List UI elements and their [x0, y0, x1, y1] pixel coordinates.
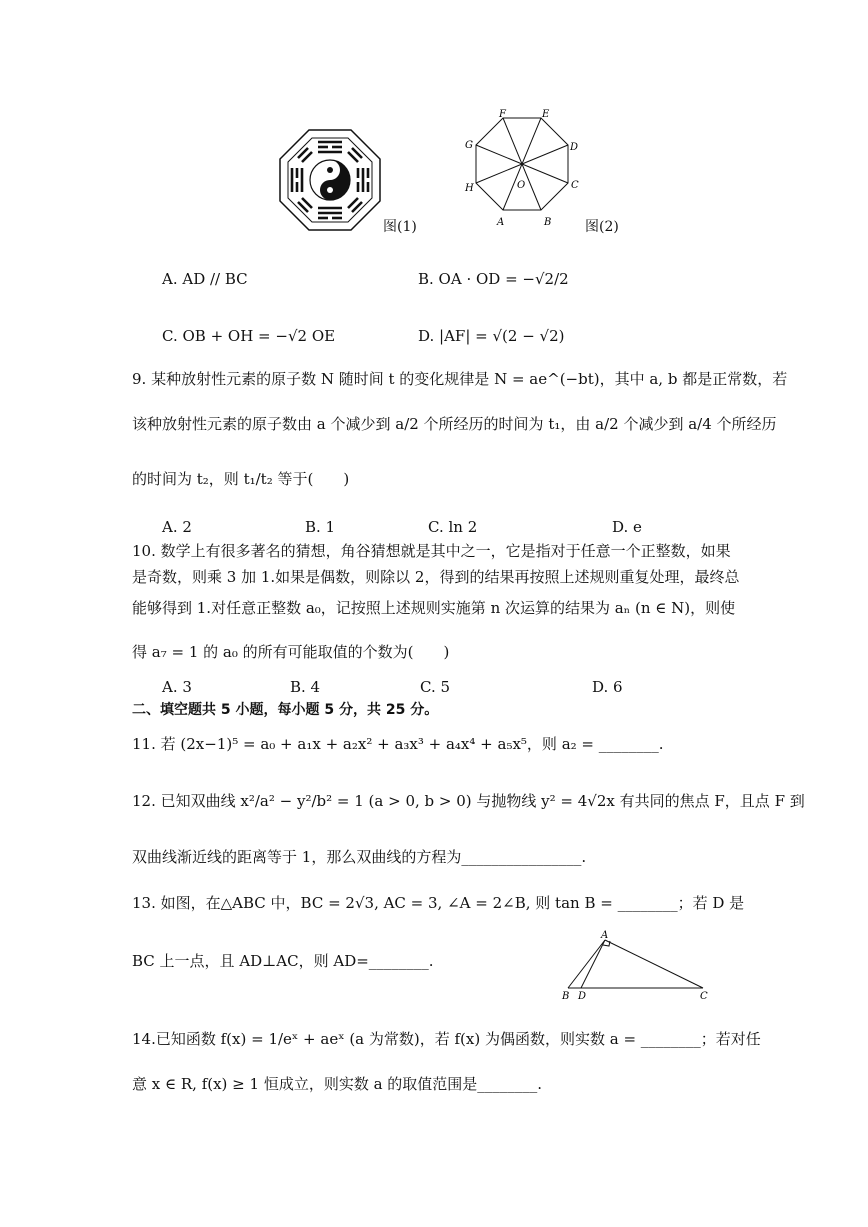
- label-b: B: [562, 991, 570, 1002]
- svg-text:H: H: [465, 183, 474, 194]
- svg-text:G: G: [465, 140, 473, 151]
- q10-line-2: 是奇数，则乘 3 加 1.如果是偶数，则除以 2，得到的结果再按照上述规则重复处理，最终总: [132, 568, 740, 586]
- svg-text:C: C: [571, 180, 579, 191]
- q12-line-2: 双曲线渐近线的距离等于 1，那么双曲线的方程为________________.: [132, 848, 587, 866]
- q9-option-c: C. ln 2: [428, 518, 478, 536]
- svg-text:F: F: [499, 109, 506, 120]
- q9-line-1: 9. 某种放射性元素的原子数 N 随时间 t 的变化规律是 N = ae^(−bt)，其中 a, b 都是正常数，若: [132, 370, 788, 388]
- svg-text:B: B: [544, 217, 552, 228]
- label-a: A: [601, 930, 609, 941]
- label-c: C: [700, 991, 708, 1002]
- svg-text:E: E: [542, 109, 550, 120]
- label-d: D: [578, 991, 587, 1002]
- q12-line-1: 12. 已知双曲线 x²/a² − y²/b² = 1 (a > 0, b > 0) 与抛物线 y² = 4√2x 有共同的焦点 F，且点 F 到: [132, 792, 805, 810]
- q8-option-b: B. OA · OD = −√2/2: [418, 270, 569, 288]
- figure1-caption: 图(1): [383, 219, 417, 235]
- q8-option-d: D. |AF| = √(2 − √2): [418, 327, 565, 345]
- q9-option-a: A. 2: [162, 518, 192, 536]
- q10-line-4: 得 a₇ = 1 的 a₀ 的所有可能取值的个数为( ): [132, 643, 450, 661]
- q10-option-c: C. 5: [420, 678, 451, 696]
- q10-option-b: B. 4: [290, 678, 321, 696]
- svg-text:D: D: [570, 142, 579, 153]
- q14-line-1: 14.已知函数 f(x) = 1/eˣ + aeˣ (a 为常数)，若 f(x) 为偶函数，则实数 a = ________；若对任: [132, 1030, 761, 1048]
- q13-line-1: 13. 如图，在△ABC 中，BC = 2√3, AC = 3, ∠A = 2∠B, 则 tan B = ________；若 D 是: [132, 894, 745, 912]
- q9-option-b: B. 1: [305, 518, 336, 536]
- figure2-caption: 图(2): [585, 219, 619, 235]
- svg-text:O: O: [517, 180, 526, 191]
- q9-line-2: 该种放射性元素的原子数由 a 个减少到 a/2 个所经历的时间为 t₁，由 a/2 个减少到 a/4 个所经历: [132, 415, 777, 433]
- q11-line: 11. 若 (2x−1)⁵ = a₀ + a₁x + a₂x² + a₃x³ + a₄x⁴ + a₅x⁵，则 a₂ = ________.: [132, 735, 664, 753]
- q13-line-2: BC 上一点，且 AD⊥AC，则 AD=________.: [132, 952, 434, 970]
- q10-line-3: 能够得到 1.对任意正整数 a₀，记按照上述规则实施第 n 次运算的结果为 aₙ (n ∈ N)，则使: [132, 599, 736, 617]
- triangle-figure: [556, 928, 716, 1002]
- q10-option-d: D. 6: [592, 678, 623, 696]
- q10-line-1: 10. 数学上有很多著名的猜想，角谷猜想就是其中之一，它是指对于任意一个正整数，如果: [132, 542, 731, 560]
- svg-text:A: A: [497, 217, 505, 228]
- q14-line-2: 意 x ∈ R, f(x) ≥ 1 恒成立，则实数 a 的取值范围是________.: [132, 1075, 543, 1093]
- q9-option-d: D. e: [612, 518, 642, 536]
- q8-option-c: C. OB + OH = −√2 OE: [162, 327, 336, 345]
- section-heading: 二、填空题共 5 小题，每小题 5 分，共 25 分。: [132, 702, 439, 718]
- q8-option-a: A. AD // BC: [162, 270, 248, 288]
- bagua-figure: [278, 128, 382, 232]
- q9-line-3: 的时间为 t₂，则 t₁/t₂ 等于( ): [132, 470, 350, 488]
- q10-option-a: A. 3: [162, 678, 192, 696]
- octagon-figure: [456, 108, 586, 236]
